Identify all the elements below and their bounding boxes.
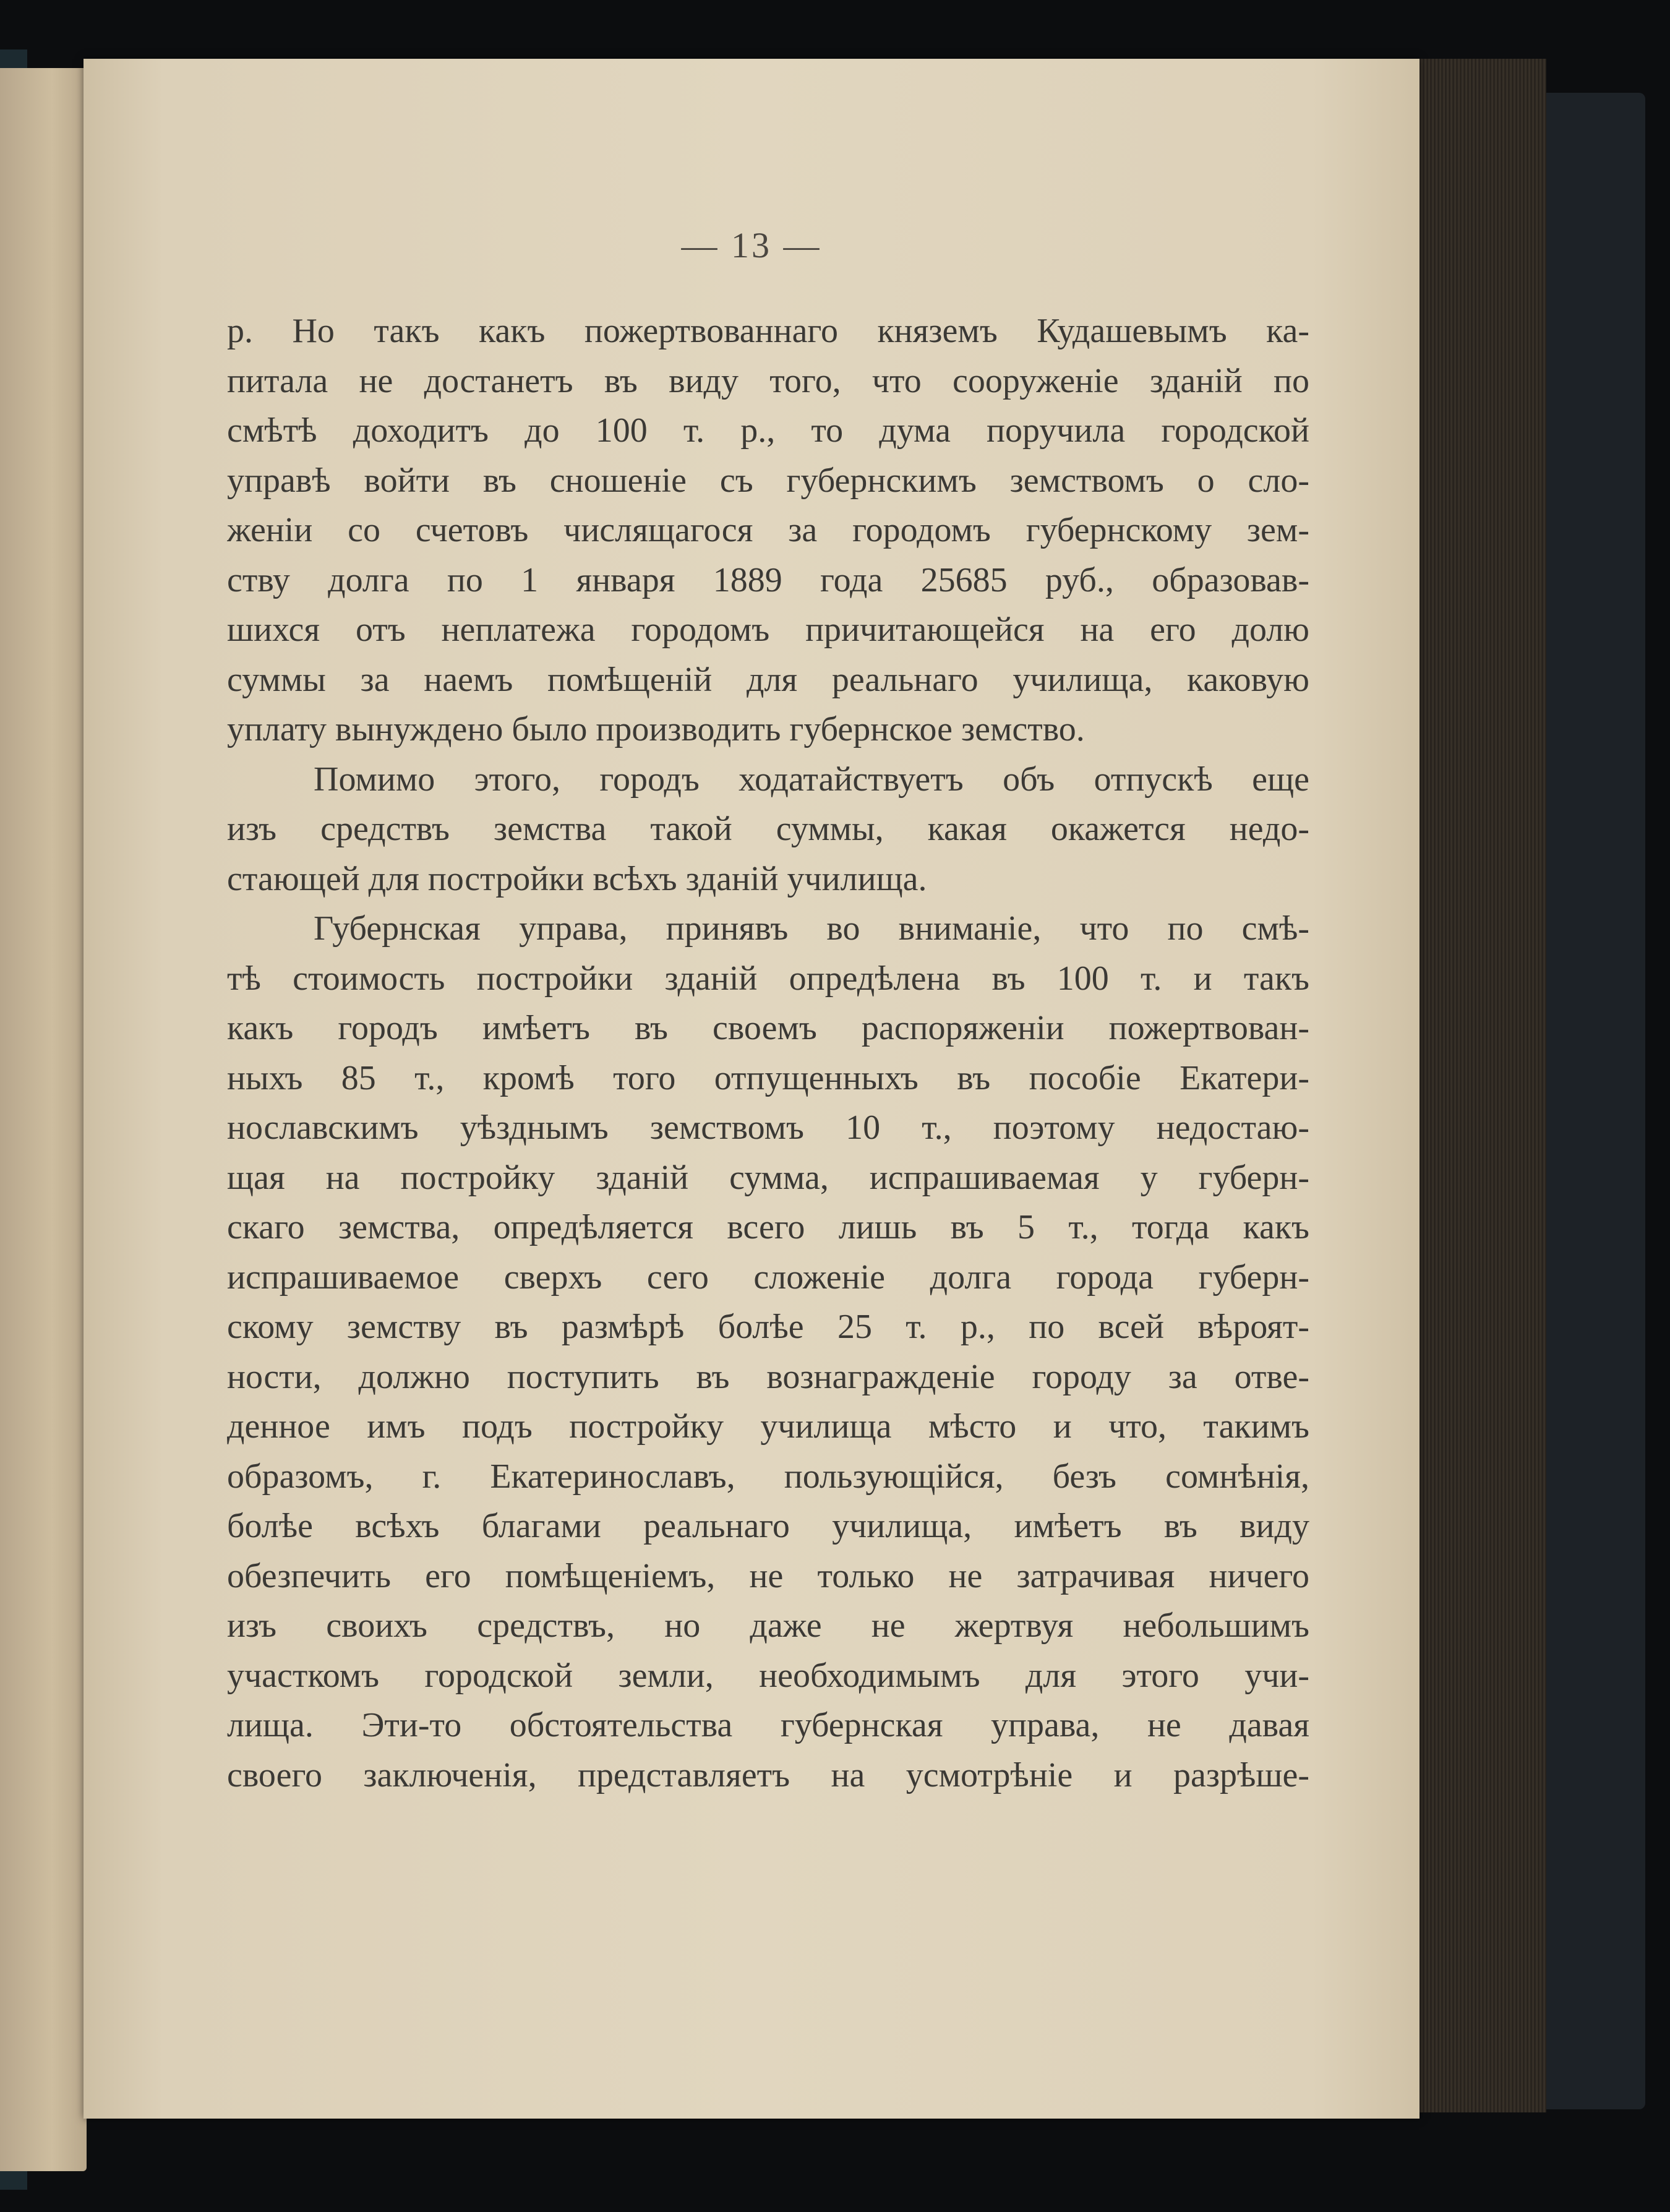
text-line: скаго земства, опредѣляется всего лишь въ 5 т., тогда какъ bbox=[227, 1208, 1309, 1246]
text-line: шихся отъ неплатежа городомъ причитающейся на его долю bbox=[227, 611, 1309, 649]
text-line: питала не достанетъ въ виду того, что сооруженіе зданій по bbox=[227, 361, 1309, 400]
left-page-edge bbox=[0, 68, 87, 2171]
text-line: стающей для постройки всѣхъ зданій училища. bbox=[227, 859, 927, 898]
book-page bbox=[84, 59, 1419, 2119]
text-line: нославскимъ уѣзднымъ земствомъ 10 т., поэтому недостаю- bbox=[227, 1108, 1309, 1147]
text-line: управѣ войти въ сношеніе съ губернскимъ земствомъ о сло- bbox=[227, 461, 1309, 500]
text-line: щая на постройку зданій сумма, испрашиваемая у губерн- bbox=[227, 1158, 1309, 1197]
text-line: женіи со счетовъ числящагося за городомъ губернскому зем- bbox=[227, 511, 1309, 549]
text-line: болѣе всѣхъ благами реальнаго училища, имѣетъ въ виду bbox=[227, 1507, 1309, 1545]
body-text bbox=[227, 306, 1309, 1800]
text-line: изъ своихъ средствъ, но даже не жертвуя небольшимъ bbox=[227, 1606, 1309, 1645]
text-line: лища. Эти-то обстоятельства губернская управа, не давая bbox=[227, 1706, 1309, 1744]
text-line: скому земству въ размѣрѣ болѣе 25 т. р., по всей вѣроят- bbox=[227, 1308, 1309, 1346]
text-line: ности, должно поступить въ вознагражденіе городу за отве- bbox=[227, 1357, 1309, 1396]
text-line: испрашиваемое сверхъ сего сложеніе долга города губерн- bbox=[227, 1258, 1309, 1297]
text-line: денное имъ подъ постройку училища мѣсто и что, такимъ bbox=[227, 1407, 1309, 1446]
text-line: суммы за наемъ помѣщеній для реальнаго училища, каковую bbox=[227, 660, 1309, 699]
text-line: изъ средствъ земства такой суммы, какая окажется недо- bbox=[227, 810, 1309, 848]
text-line: тѣ стоимость постройки зданій опредѣлена въ 100 т. и такъ bbox=[227, 959, 1309, 998]
text-line: ныхъ 85 т., кромѣ того отпущенныхъ въ пособіе Екатери- bbox=[227, 1058, 1309, 1097]
text-line: уплату вынуждено было производить губернское земство. bbox=[227, 710, 1085, 748]
text-line: ству долга по 1 января 1889 года 25685 руб., образовав- bbox=[227, 560, 1309, 599]
text-line: р. Но такъ какъ пожертвованнаго княземъ Кудашевымъ ка- bbox=[227, 312, 1309, 350]
paragraph-start-line: Помимо этого, городъ ходатайствуетъ объ отпускѣ еще bbox=[314, 760, 1309, 799]
text-line: смѣтѣ доходитъ до 100 т. р., то дума поручила городской bbox=[227, 411, 1309, 450]
text-line: образомъ, г. Екатеринославъ, пользующійся, безъ сомнѣнія, bbox=[227, 1457, 1309, 1496]
paragraph-start-line: Губернская управа, принявъ во вниманіе, что по смѣ- bbox=[314, 909, 1309, 948]
text-line: обезпечить его помѣщеніемъ, не только не затрачивая ничего bbox=[227, 1556, 1309, 1595]
text-line: участкомъ городской земли, необходимымъ для этого учи- bbox=[227, 1656, 1309, 1695]
page-number: — 13 — bbox=[681, 225, 822, 265]
text-line: своего заключенія, представляетъ на усмотрѣніе и разрѣше- bbox=[227, 1755, 1309, 1794]
text-line: какъ городъ имѣетъ въ своемъ распоряженіи пожертвован- bbox=[227, 1009, 1309, 1047]
page-block-edges bbox=[1398, 59, 1546, 2112]
